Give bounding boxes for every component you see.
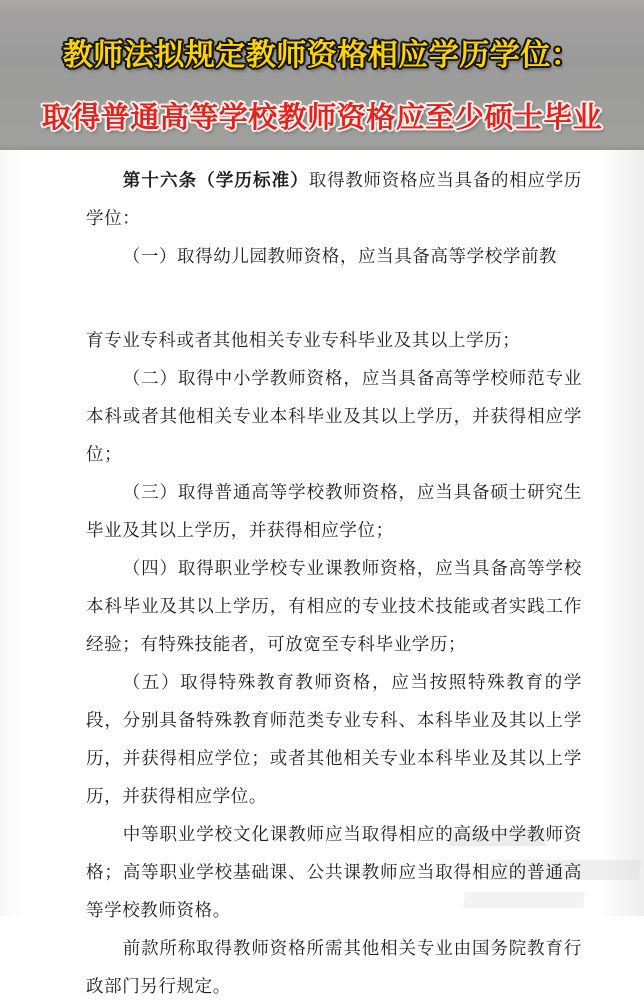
headline-banner (0, 0, 644, 150)
document-body (0, 150, 644, 996)
document-block-lower (86, 321, 582, 1005)
capture-seam (86, 275, 582, 321)
article-heading-paragraph (86, 161, 582, 237)
headline-line-2: 取得普通高等学校教师资格应至少硕士毕业 (41, 100, 603, 134)
paragraph-vocational-schools: 中等职业学校文化课教师应当取得相应的高级中学教师资格；高等职业学校基础课、公共课教师应当取得相应的普通高等学校教师资格。 (86, 824, 582, 920)
clause-4: （四）取得职业学校专业课教师资格，应当具备高等学校本科毕业及其以上学历，有相应的专业技术技能或者实践工作经验；有特殊技能者，可放宽至专科毕业学历； (86, 558, 582, 654)
article-label: 第十六条（学历标准） (122, 170, 309, 190)
article-intro: 取得教师资格应当具备的相应学历学位： (86, 170, 583, 228)
clause-5: （五）取得特殊教育教师资格，应当按照特殊教育的学段，分别具备特殊教育师范类专业专科、本科毕业及其以上学历，并获得相应学位；或者其他相关专业本科毕业及其以上学历，并获得相应学位。 (86, 672, 582, 806)
clause-2: （二）取得中小学教师资格，应当具备高等学校师范专业本科或者其他相关专业本科毕业及其以上学历，并获得相应学位； (86, 368, 582, 464)
document-block-upper (86, 161, 582, 275)
clause-3: （三）取得普通高等学校教师资格，应当具备硕士研究生毕业及其以上学历，并获得相应学位； (86, 482, 582, 540)
clause-1-line-2: 育专业专科或者其他相关专业专科毕业及其以上学历； (86, 330, 521, 350)
paragraph-state-council: 前款所称取得教师资格所需其他相关专业由国务院教育行政部门另行规定。 (86, 938, 582, 996)
document-text (0, 150, 644, 1005)
headline-line-1: 教师法拟规定教师资格相应学历学位： (62, 38, 582, 73)
clause-1-line-1: （一）取得幼儿园教师资格，应当具备高等学校学前教 (122, 246, 558, 266)
